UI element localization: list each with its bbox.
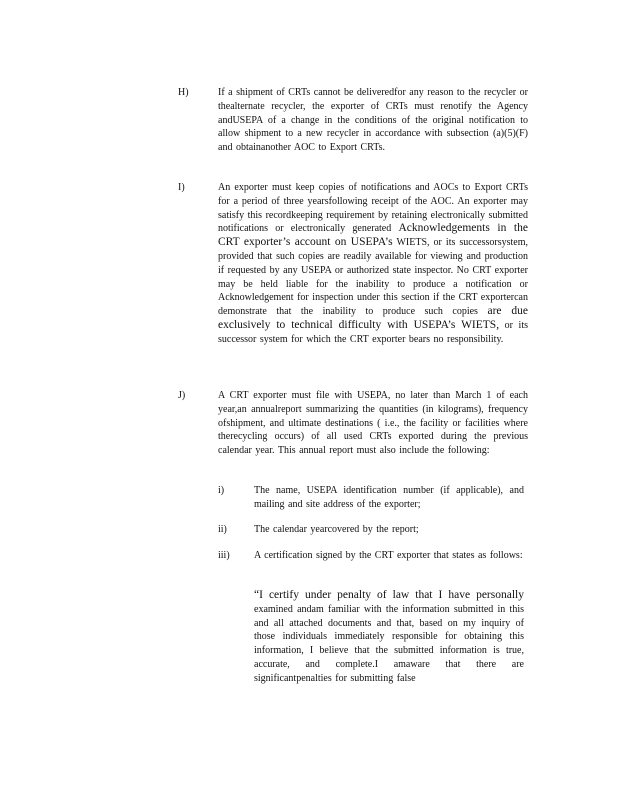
certification-quote-text: examined andam familiar with the information submitted in this and all attached documents and that, based on my inquiry of those individuals immediately responsible for obtaining this information, I believe that the submitted information is true, accurate, and complete.I amaware that there are significantpenalties for submitting false xyxy=(254,603,524,684)
paragraph-i-body xyxy=(218,181,528,347)
sub-item-i-text: The name, USEPA identification number (if applicable), and mailing and site address of the exporter; xyxy=(254,485,524,510)
sub-item-i-marker: i) xyxy=(218,485,225,496)
paragraph-h-text: If a shipment of CRTs cannot be deliveredfor any reason to the recycler or thealternate recycler, the exporter of CRTs must renotify the Agency andUSEPA of a change in the conditions of the original notification to allow shipment to a new recycler in accordance with subsection (a)(5)(F) and obtainanother AOC to Export CRTs. xyxy=(218,87,528,154)
certification-quote-lead: “I certify under penalty of law that I have personally xyxy=(254,589,524,601)
paragraph-i-text-5: or its successor system for which the CRT exporter bears no responsibility. xyxy=(218,319,529,345)
paragraph-i-text-3: WIETS, or its successorsystem, provided that such copies are readily available for viewing and production if requested by any USEPA or authorized state inspector. No CRT exporter may be held liable for the inability to produce a notification or Acknowledgement for inspection under this section if the CRT exportercan demonstrate that the inability to produce such copies xyxy=(218,237,528,318)
sub-item-ii-marker: ii) xyxy=(218,524,227,535)
paragraph-i-text-1: An exporter must keep copies of notifications and AOCs to Export CRTs for a period of three yearsfollowing receipt of the AOC. An exporter may satisfy this recordkeeping requirement by retaining electronically submitted notifications or electronically generated xyxy=(218,182,528,235)
paragraph-j-text: A CRT exporter must file with USEPA, no later than March 1 of each year,an annualreport summarizing the quantities (in kilograms), frequency ofshipment, and ultimate destinations ( i.e., the facility or facilities where therecycling occurs) of all used CRTs exported during the previous calendar year. This annual report must also include the following: xyxy=(218,390,528,457)
sub-item-iii-marker: iii) xyxy=(218,550,230,561)
paragraph-h-marker: H) xyxy=(178,87,189,98)
certification-quote xyxy=(254,589,524,686)
paragraph-i-text-2: Acknowledgements in the CRT exporter’s account on USEPA’s xyxy=(218,222,528,249)
paragraph-j-marker: J) xyxy=(178,390,186,401)
sub-item-ii-text: The calendar yearcovered by the report; xyxy=(254,524,419,535)
paragraph-i-marker: I) xyxy=(178,182,185,193)
paragraph-i-text-4: are due exclusively to technical difficulty with USEPA’s WIETS, xyxy=(218,305,529,331)
sub-item-iii-text: A certification signed by the CRT exporter that states as follows: xyxy=(254,550,523,561)
